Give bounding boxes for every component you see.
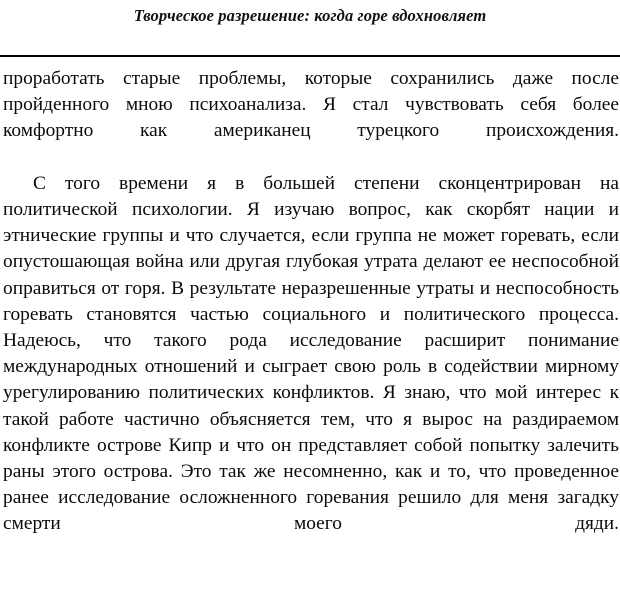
- running-head: Творческое разрешение: когда горе вдохновляет: [133, 6, 487, 25]
- paragraph: С того времени я в большей степени сконцентрирован на политической психологии. Я изучаю вопрос, как скорбят нации и этнические группы и что случается, если группа не может горевать, если опустошающая война или другая глубокая утрата делают ее неспособной оправиться от горя. В результате неразрешенные утраты и неспособность горевать становятся частью социального и политического процесса. Надеюсь, что такого рода исследование расширит понимание международных отношений и сыграет свою роль в содействии мирному урегулированию политических конфликтов. Я знаю, что мой интерес к такой работе частично объясняется тем, что я вырос на раздираемом конфликте острове Кипр и что он представляет собой попытку залечить раны этого острова. Это так же несомненно, как и то, что проведенное ранее исследование осложненного горевания решило для меня загадку смерти моего дяди.: [3, 172, 619, 535]
- body-text: [3, 66, 619, 564]
- paragraph: проработать старые проблемы, которые сохранились даже после пройденного мною психоанализа. Я стал чувствовать себя более комфортно как американец турецкого происхождения.: [3, 68, 619, 142]
- header-rule: [0, 55, 620, 57]
